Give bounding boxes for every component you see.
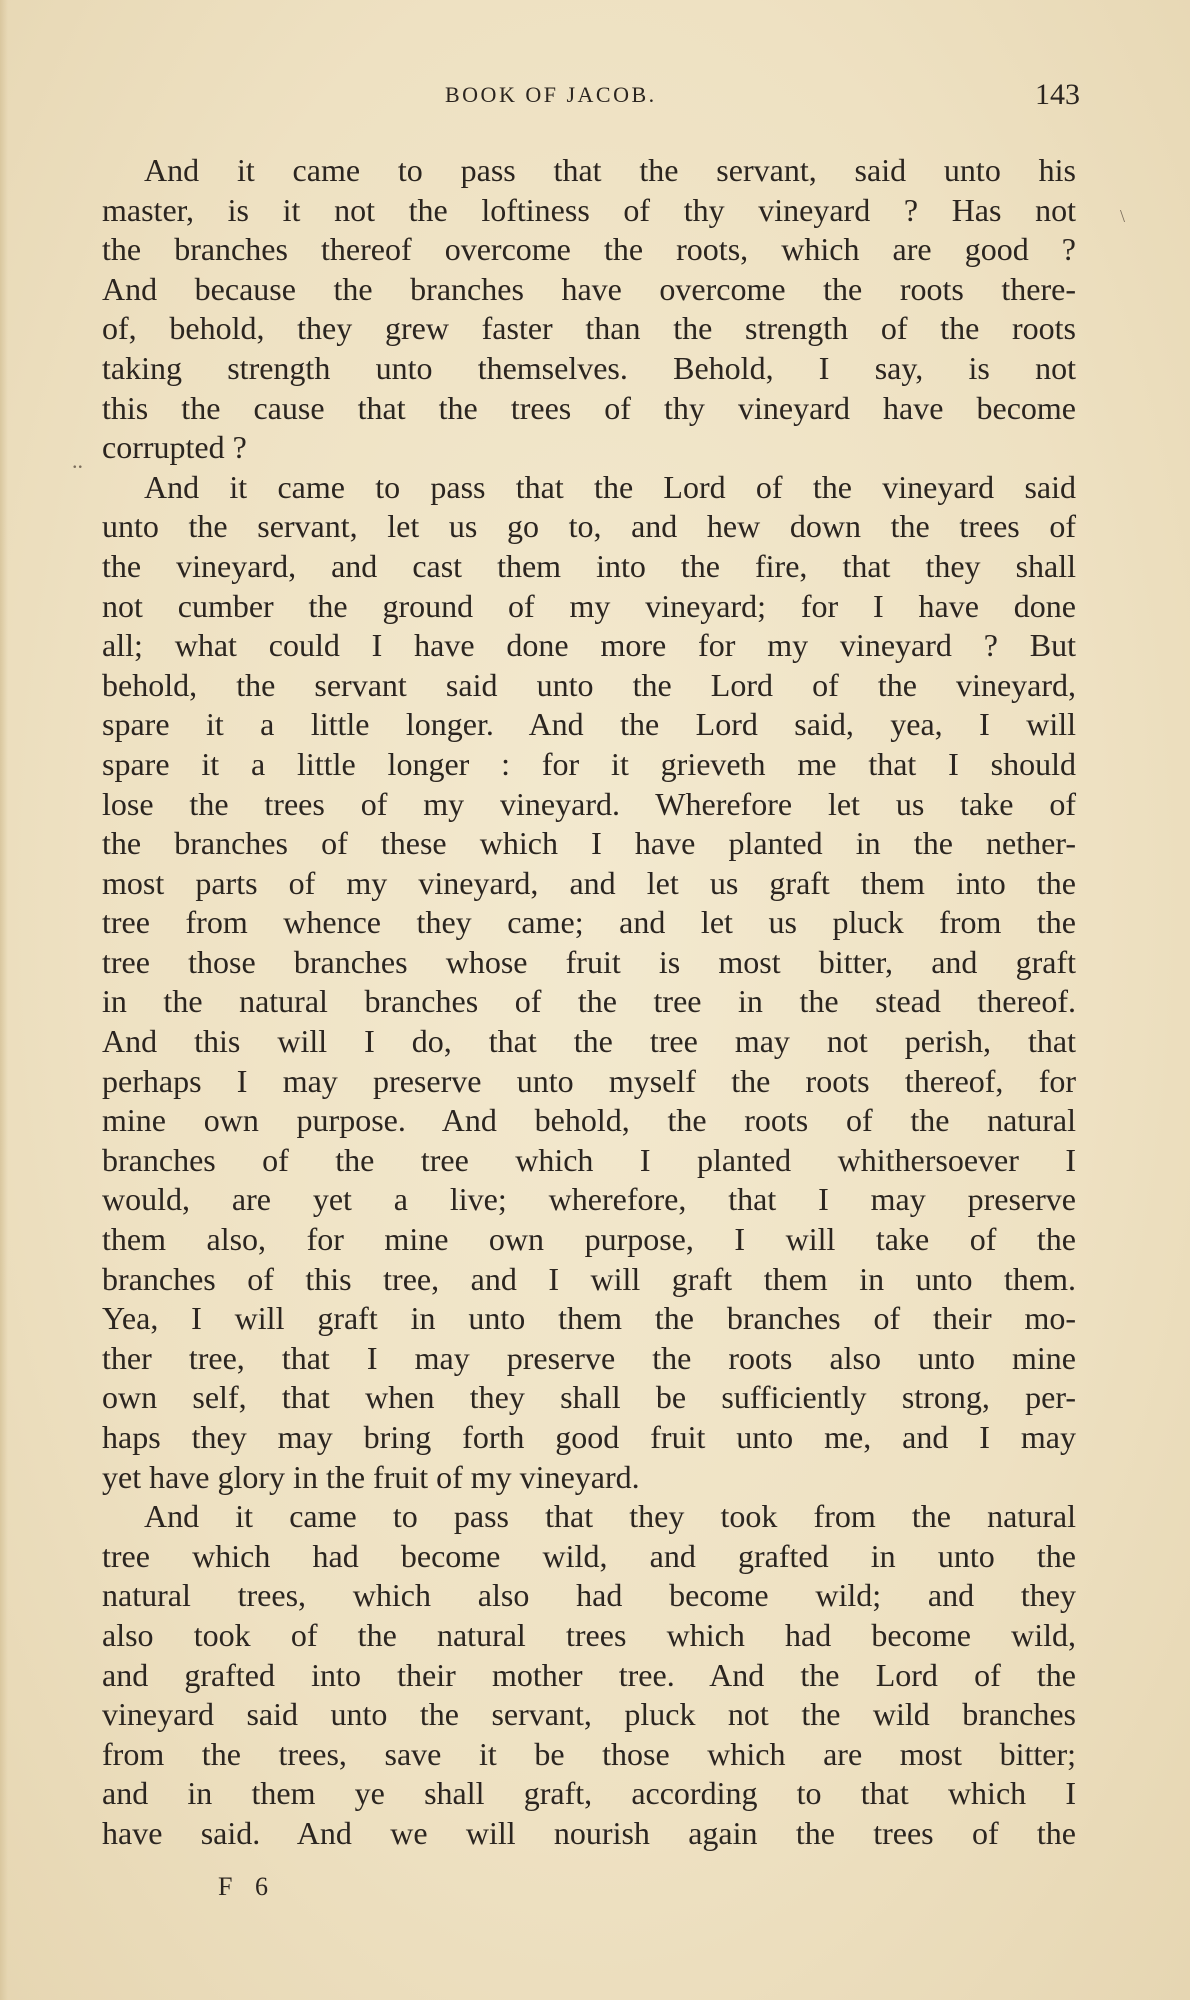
page-header <box>100 78 1080 118</box>
text-line: branches of the tree which I planted whithersoever I <box>102 1141 1076 1178</box>
text-line: mine own purpose. And behold, the roots of the natural <box>102 1102 1076 1139</box>
text-line: And because the branches have overcome the roots there- <box>102 270 1076 307</box>
page-edge-shadow <box>0 0 8 2000</box>
text-line: the vineyard, and cast them into the fire, that they shall <box>102 547 1076 584</box>
text-line: own self, that when they shall be sufficiently strong, per- <box>102 1379 1076 1416</box>
text-line: yet have glory in the fruit of my vineyard. <box>102 1458 640 1495</box>
text-line: taking strength unto themselves. Behold, I say, is not <box>102 349 1076 386</box>
text-line: tree which had become wild, and grafted in unto the <box>102 1537 1076 1574</box>
text-line: haps they may bring forth good fruit unto me, and I may <box>102 1419 1076 1455</box>
text-line: in the natural branches of the tree in the stead thereof. <box>102 983 1076 1020</box>
text-line: the branches of these which I have planted in the nether- <box>102 825 1076 862</box>
text-line: And it came to pass that the Lord of the vineyard said <box>144 468 1076 505</box>
margin-mark-right: \ <box>1120 206 1126 226</box>
text-line: spare it a little longer. And the Lord said, yea, I will <box>102 706 1076 743</box>
text-line: and in them ye shall graft, according to that which I <box>102 1775 1076 1812</box>
text-line: ther tree, that I may preserve the roots also unto mine <box>102 1339 1076 1376</box>
text-line: would, are yet a live; wherefore, that I may preserve <box>102 1181 1076 1218</box>
text-line: behold, the servant said unto the Lord of the vineyard, <box>102 666 1076 703</box>
text-line: Yea, I will graft in unto them the branches of their mo- <box>102 1300 1076 1337</box>
text-line: from the trees, save it be those which are most bitter; <box>102 1735 1076 1772</box>
text-line: and grafted into their mother tree. And the Lord of the <box>102 1656 1076 1693</box>
text-line: And it came to pass that they took from the natural <box>144 1498 1076 1535</box>
text-line: them also, for mine own purpose, I will take of the <box>102 1221 1076 1258</box>
text-line: also took of the natural trees which had become wild, <box>102 1616 1076 1653</box>
text-line: this the cause that the trees of thy vineyard have become <box>102 389 1076 426</box>
text-line: master, is it not the loftiness of thy vineyard ? Has not <box>102 191 1076 228</box>
text-line: corrupted ? <box>102 429 247 466</box>
text-line: spare it a little longer : for it grieveth me that I should <box>102 745 1076 782</box>
text-line: tree from whence they came; and let us pluck from the <box>102 904 1076 941</box>
text-line: lose the trees of my vineyard. Wherefore let us take of <box>102 785 1076 822</box>
margin-mark-left: .. <box>72 448 83 473</box>
text-line: most parts of my vineyard, and let us graft them into the <box>102 864 1076 901</box>
body-text <box>102 151 1076 1854</box>
signature-mark: F 6 <box>218 1872 276 1901</box>
text-line: unto the servant, let us go to, and hew down the trees of <box>102 508 1076 545</box>
text-line: tree those branches whose fruit is most bitter, and graft <box>102 943 1076 980</box>
text-line: natural trees, which also had become wild; and they <box>102 1577 1076 1614</box>
text-line: perhaps I may preserve unto myself the roots thereof, for <box>102 1062 1076 1099</box>
text-line: vineyard said unto the servant, pluck not the wild branches <box>102 1696 1076 1733</box>
text-line: And this will I do, that the tree may not perish, that <box>102 1023 1076 1060</box>
text-line: the branches thereof overcome the roots, which are good ? <box>102 231 1076 268</box>
text-line: branches of this tree, and I will graft them in unto them. <box>102 1260 1076 1297</box>
text-line: all; what could I have done more for my vineyard ? But <box>102 627 1076 664</box>
text-line: And it came to pass that the servant, said unto his <box>144 152 1076 188</box>
text-line: have said. And we will nourish again the trees of the <box>102 1814 1076 1851</box>
text-line: of, behold, they grew faster than the strength of the roots <box>102 310 1076 347</box>
text-line: not cumber the ground of my vineyard; for I have done <box>102 587 1076 624</box>
page-number: 143 <box>1035 78 1080 111</box>
running-head: BOOK OF JACOB. <box>445 82 657 107</box>
